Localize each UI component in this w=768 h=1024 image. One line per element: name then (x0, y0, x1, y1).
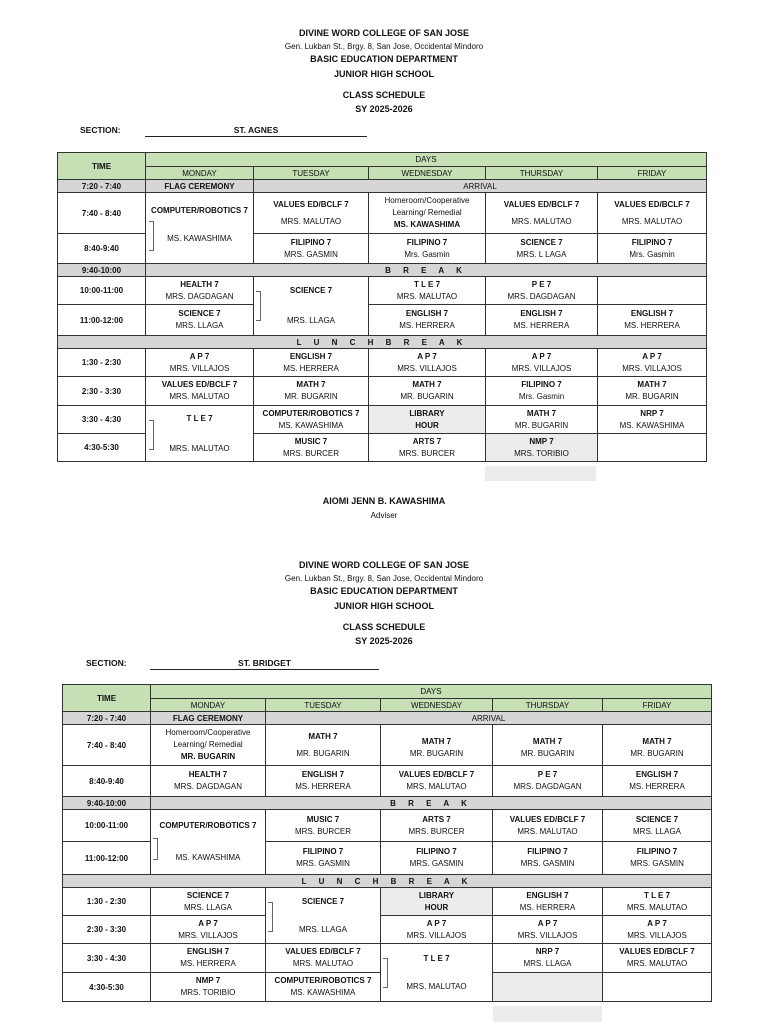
teacher: MS. HERRERA (513, 321, 570, 330)
day-monday: MONDAY (151, 699, 266, 712)
subject: P E 7 (531, 279, 552, 289)
time-cell: 4:30-5:30 (58, 434, 146, 462)
subject: HOUR (424, 902, 449, 912)
subject: T L E 7 (423, 953, 450, 963)
teacher: MRS. MALUTAO (626, 902, 688, 912)
subject: ENGLISH 7 (301, 770, 345, 779)
day-friday: FRIDAY (603, 699, 712, 712)
subject: LIBRARY (409, 408, 445, 418)
schedule-cell (486, 406, 598, 434)
schedule-cell (493, 810, 603, 842)
subject: A P 7 (537, 918, 558, 928)
day-thursday: THURSDAY (486, 167, 598, 180)
time-cell: 1:30 - 2:30 (63, 888, 151, 916)
school-address: Gen. Lukban St., Brgy. 8, San Jose, Occidental Mindoro (284, 574, 484, 583)
teacher: MRS. GASMIN (284, 249, 338, 259)
teacher: MRS. MALUTAO (406, 981, 467, 991)
schedule-cell (486, 234, 598, 264)
day-tuesday: TUESDAY (254, 167, 369, 180)
teacher: MRS. GASMIN (520, 859, 575, 868)
time-cell: 3:30 - 4:30 (63, 944, 151, 973)
time-cell: 7:20 - 7:40 (58, 180, 146, 193)
adviser-role: Adviser (370, 511, 398, 520)
teacher: MR. BUGARIN (630, 749, 684, 758)
bracket (268, 902, 273, 932)
day-wednesday: WEDNESDAY (381, 699, 493, 712)
time-header: TIME (63, 685, 151, 712)
teacher: MRS. MALUTAO (169, 443, 230, 453)
section-label: SECTION: (80, 125, 121, 135)
subject: ENGLISH 7 (520, 309, 563, 318)
schedule-cell (598, 193, 707, 234)
teacher: MRS. VILLAJOS (517, 930, 578, 940)
time-cell: 10:00-11:00 (63, 810, 151, 842)
subject: SCIENCE 7 (635, 814, 679, 824)
schedule-table (57, 152, 707, 462)
subject: MATH 7 (421, 737, 452, 746)
subject: FILIPINO 7 (521, 380, 562, 389)
subject: A P 7 (647, 918, 667, 928)
teacher: MRS. LLAGA (286, 316, 335, 325)
lunch-break-row: L U N C H B R E A K (63, 875, 712, 888)
schedule-cell (146, 193, 254, 264)
schedule-cell (254, 277, 369, 336)
teacher: MR. BUGARIN (180, 752, 236, 761)
subject: VALUES ED/BCLF 7 (614, 199, 690, 209)
school-name: DIVINE WORD COLLEGE OF SAN JOSE (298, 560, 469, 570)
teacher: MRS. LLAGA (183, 902, 232, 912)
subject: ARTS 7 (412, 436, 442, 446)
days-header: DAYS (151, 685, 712, 699)
schedule-cell (151, 944, 266, 973)
schedule-cell (146, 377, 254, 406)
schedule-cell (603, 842, 712, 875)
schedule-cell (598, 377, 707, 406)
teacher: MS. HERRERA (295, 782, 351, 791)
schedule-cell (486, 305, 598, 336)
subject: ENGLISH 7 (630, 309, 674, 318)
arrival: ARRIVAL (266, 712, 712, 725)
teacher: MRS. BURCER (294, 826, 351, 836)
subject: NRP 7 (640, 408, 664, 418)
flag-ceremony: FLAG CEREMONY (151, 712, 266, 725)
subject: SCIENCE 7 (178, 309, 221, 318)
section-value: ST. AGNES (145, 124, 367, 137)
subject: NRP 7 (535, 947, 560, 956)
teacher: MRS. MALUTAO (511, 216, 572, 226)
teacher: MRS. BURCER (282, 448, 339, 458)
subject: SCIENCE 7 (289, 286, 333, 295)
school-year: SY 2025-2026 (355, 104, 413, 114)
subject: VALUES ED/BCLF 7 (619, 947, 695, 956)
subject: FILIPINO 7 (527, 847, 568, 856)
time-cell: 7:40 - 8:40 (63, 725, 151, 766)
schedule-cell (486, 377, 598, 406)
teacher: MRS. VILLAJOS (406, 930, 467, 940)
subject: ENGLISH 7 (635, 770, 679, 779)
subject: MATH 7 (637, 380, 667, 389)
day-thursday: THURSDAY (493, 699, 603, 712)
schedule-cell (493, 766, 603, 797)
teacher: MR. BUGARIN (284, 392, 338, 401)
subject: P E 7 (537, 770, 558, 779)
subject: VALUES ED/BCLF 7 (398, 770, 475, 779)
teacher: MRS. TORIBIO (514, 448, 569, 458)
teacher: MRS. L LAGA (516, 249, 567, 259)
schedule-cell (603, 973, 712, 1002)
time-cell: 1:30 - 2:30 (58, 349, 146, 377)
subject: NMP 7 (529, 436, 554, 446)
time-cell: 2:30 - 3:30 (58, 377, 146, 406)
doc-title: CLASS SCHEDULE (342, 90, 426, 100)
subject: FILIPINO 7 (302, 847, 344, 856)
schedule-cell (266, 725, 381, 766)
schedule-cell (369, 434, 486, 462)
bracket (149, 221, 154, 251)
schedule-cell (486, 349, 598, 377)
subject: SCIENCE 7 (301, 896, 345, 906)
teacher: MS. HERRERA (629, 782, 685, 791)
schedule-cell (266, 842, 381, 875)
teacher: MRS. LLAGA (175, 321, 224, 330)
schedule-cell (381, 916, 493, 944)
schedule-cell (151, 916, 266, 944)
subject: T L E 7 (186, 413, 213, 423)
teacher: MR. BUGARIN (409, 749, 464, 758)
schedule-cell (146, 349, 254, 377)
schedule-cell (254, 349, 369, 377)
subject: LIBRARY (418, 890, 455, 900)
subject: T L E 7 (413, 279, 441, 289)
teacher: MS. KAWASHIMA (278, 420, 344, 430)
section-label: SECTION: (86, 658, 127, 668)
schedule-cell (486, 434, 598, 462)
bracket (383, 958, 388, 988)
subject: COMPUTER/ROBOTICS 7 (159, 821, 257, 830)
subject: SCIENCE 7 (186, 890, 230, 900)
schedule-cell (151, 810, 266, 875)
schedule-cell (598, 305, 707, 336)
section-value: ST. BRIDGET (150, 657, 379, 670)
schedule-cell (369, 377, 486, 406)
subject: FILIPINO 7 (636, 847, 678, 856)
subject: MATH 7 (308, 731, 338, 741)
teacher: MS. KAWASHIMA (393, 220, 461, 229)
teacher: MRS. LLAGA (298, 924, 347, 934)
schedule-cell (493, 944, 603, 973)
bracket (153, 838, 158, 860)
schedule-cell (369, 406, 486, 434)
subject: ARTS 7 (422, 814, 451, 824)
schedule-cell (254, 406, 369, 434)
teacher: MRS. TORIBIO (180, 988, 236, 997)
teacher: MS. KAWASHIMA (290, 988, 356, 997)
schedule-cell (146, 277, 254, 305)
break-row: B R E A K (151, 797, 712, 810)
schedule-cell (381, 725, 493, 766)
schedule-cell (603, 810, 712, 842)
teacher: MS. HERRERA (519, 902, 576, 912)
schedule-cell (151, 973, 266, 1002)
subject: COMPUTER/ROBOTICS 7 (151, 206, 248, 215)
lunch-break-row: L U N C H B R E A K (58, 336, 707, 349)
schedule-cell (381, 810, 493, 842)
schedule-cell (598, 277, 707, 305)
subject: VALUES ED/BCLF 7 (503, 199, 580, 209)
time-cell: 11:00-12:00 (63, 842, 151, 875)
schedule-cell (369, 277, 486, 305)
subject: VALUES ED/BCLF 7 (509, 814, 586, 824)
schedule-cell (493, 973, 603, 1002)
subject: Learning/ Remedial (392, 208, 462, 217)
schedule-cell (266, 973, 381, 1002)
schedule-cell (486, 277, 598, 305)
adviser-name: AIOMI JENN B. KAWASHIMA (322, 496, 446, 506)
subject: HOUR (415, 420, 439, 430)
schedule-cell (381, 842, 493, 875)
teacher: MRS. BURCER (408, 826, 465, 836)
schedule-cell (493, 725, 603, 766)
schedule-cell (598, 234, 707, 264)
schedule-cell (493, 842, 603, 875)
teacher: MS. KAWASHIMA (175, 853, 241, 862)
subject: MATH 7 (526, 408, 557, 418)
subject: A P 7 (417, 351, 437, 361)
schedule-cell (254, 434, 369, 462)
subject: VALUES ED/BCLF 7 (273, 199, 349, 209)
teacher: MRS. GASMIN (296, 859, 350, 868)
schedule-cell (598, 406, 707, 434)
day-wednesday: WEDNESDAY (369, 167, 486, 180)
teacher: MS. HERRERA (399, 321, 455, 330)
schedule-cell (369, 305, 486, 336)
time-cell: 8:40-9:40 (63, 766, 151, 797)
schedule-cell (254, 193, 369, 234)
teacher: MRS. MALUTAO (280, 216, 342, 226)
schedule-cell (493, 888, 603, 916)
schedule-cell (254, 377, 369, 406)
subject: COMPUTER/ROBOTICS 7 (262, 408, 360, 418)
teacher: MRS. DAGDAGAN (165, 291, 234, 301)
teacher: MRS. BURCER (398, 448, 455, 458)
schedule-cell (266, 944, 381, 973)
teacher: MRS. VILLAJOS (169, 363, 230, 373)
time-cell: 8:40-9:40 (58, 234, 146, 264)
school-name: DIVINE WORD COLLEGE OF SAN JOSE (298, 28, 469, 38)
teacher: Mrs. Gasmin (404, 249, 450, 259)
teacher: MRS. LLAGA (523, 959, 572, 968)
schedule-cell (381, 888, 493, 916)
subject: HEALTH 7 (180, 279, 219, 289)
day-monday: MONDAY (146, 167, 254, 180)
schedule-cell (369, 234, 486, 264)
department: BASIC EDUCATION DEPARTMENT (310, 586, 458, 596)
schedule-cell (266, 888, 381, 944)
schedule-cell (151, 725, 266, 766)
teacher: MR. BUGARIN (514, 420, 569, 430)
subject: FILIPINO 7 (290, 237, 332, 247)
department: BASIC EDUCATION DEPARTMENT (310, 54, 458, 64)
subject: A P 7 (189, 351, 210, 361)
time-cell: 4:30-5:30 (63, 973, 151, 1002)
schedule-cell (266, 766, 381, 797)
teacher: MS. HERRERA (624, 321, 680, 330)
schedule-cell (369, 193, 486, 234)
schedule-cell (603, 944, 712, 973)
schedule-cell (266, 810, 381, 842)
teacher: MS. KAWASHIMA (167, 234, 232, 243)
teacher: MRS. VILLAJOS (511, 363, 572, 373)
schedule-cell (146, 305, 254, 336)
schedule-cell (254, 234, 369, 264)
break-row: B R E A K (146, 264, 707, 277)
teacher: MRS. DAGDAGAN (513, 782, 582, 791)
subject: A P 7 (198, 918, 218, 928)
teacher: MS. HERRERA (283, 363, 339, 373)
subject: ENGLISH 7 (186, 947, 230, 956)
time-cell: 7:40 - 8:40 (58, 193, 146, 234)
schedule-cell (146, 406, 254, 462)
flag-ceremony: FLAG CEREMONY (146, 180, 254, 193)
days-header: DAYS (146, 153, 707, 167)
schedule-cell (598, 349, 707, 377)
subject: ENGLISH 7 (526, 890, 569, 900)
teacher: MRS. MALUTAO (406, 782, 467, 791)
subject: A P 7 (642, 351, 662, 361)
teacher: MRS. MALUTAO (626, 959, 688, 968)
schedule-cell (151, 766, 266, 797)
schedule-cell (598, 434, 707, 462)
schedule-cell (603, 916, 712, 944)
time-cell: 9:40-10:00 (58, 264, 146, 277)
schedule-cell (493, 916, 603, 944)
subject: Homeroom/Cooperative (165, 728, 251, 737)
schedule-cell (369, 349, 486, 377)
teacher: Mrs. Gasmin (518, 392, 565, 401)
teacher: MRS. DAGDAGAN (507, 291, 576, 301)
subject: MATH 7 (412, 380, 442, 389)
teacher: MR. BUGARIN (520, 749, 575, 758)
subject: MATH 7 (296, 380, 326, 389)
schedule-table (62, 684, 712, 1002)
teacher: Mrs. Gasmin (629, 249, 675, 259)
teacher: MRS. VILLAJOS (627, 930, 687, 940)
school-level: JUNIOR HIGH SCHOOL (333, 69, 434, 79)
time-cell: 3:30 - 4:30 (58, 406, 146, 434)
schedule-cell (381, 944, 493, 1002)
teacher: MRS. MALUTAO (292, 959, 354, 968)
subject: A P 7 (531, 351, 552, 361)
subject: FILIPINO 7 (416, 847, 457, 856)
day-friday: FRIDAY (598, 167, 707, 180)
subject: COMPUTER/ROBOTICS 7 (274, 976, 372, 985)
teacher: MRS. VILLAJOS (397, 363, 457, 373)
teacher: MS. HERRERA (180, 959, 236, 968)
schedule-cell (603, 766, 712, 797)
gray-fill (485, 466, 596, 481)
teacher: MR. BUGARIN (296, 748, 350, 758)
doc-title: CLASS SCHEDULE (342, 622, 426, 632)
subject: HEALTH 7 (188, 770, 228, 779)
teacher: MRS. MALUTAO (621, 216, 683, 226)
subject: A P 7 (426, 918, 447, 928)
time-header: TIME (58, 153, 146, 180)
teacher: MRS. MALUTAO (169, 392, 230, 401)
schedule-cell (603, 888, 712, 916)
subject: FILIPINO 7 (631, 237, 673, 247)
school-address: Gen. Lukban St., Brgy. 8, San Jose, Occidental Mindoro (284, 42, 484, 51)
schedule-cell (603, 725, 712, 766)
time-cell: 11:00-12:00 (58, 305, 146, 336)
subject: MATH 7 (532, 737, 563, 746)
subject: T L E 7 (643, 890, 671, 900)
subject: NMP 7 (195, 976, 221, 985)
bracket (256, 291, 261, 321)
schedule-cell (151, 888, 266, 916)
subject: VALUES ED/BCLF 7 (285, 947, 361, 956)
day-tuesday: TUESDAY (266, 699, 381, 712)
teacher: MRS. GASMIN (409, 859, 464, 868)
subject: ENGLISH 7 (405, 309, 449, 318)
teacher: MRS. GASMIN (630, 859, 684, 868)
arrival: ARRIVAL (254, 180, 707, 193)
gray-fill (493, 1006, 602, 1022)
subject: Learning/ Remedial (173, 740, 243, 749)
teacher: MRS. VILLAJOS (178, 930, 238, 940)
teacher: MR. BUGARIN (625, 392, 679, 401)
subject: MUSIC 7 (294, 436, 328, 446)
teacher: MRS. DAGDAGAN (173, 782, 242, 791)
bracket (149, 420, 154, 450)
time-cell: 7:20 - 7:40 (63, 712, 151, 725)
subject: MATH 7 (642, 737, 672, 746)
schedule-cell (381, 766, 493, 797)
teacher: MRS. MALUTAO (517, 826, 578, 836)
schedule-cell (486, 193, 598, 234)
teacher: MS. KAWASHIMA (619, 420, 685, 430)
school-level: JUNIOR HIGH SCHOOL (333, 601, 434, 611)
time-cell: 2:30 - 3:30 (63, 916, 151, 944)
subject: Homeroom/Cooperative (384, 196, 470, 205)
teacher: MRS. VILLAJOS (622, 363, 682, 373)
teacher: MR. BUGARIN (400, 392, 454, 401)
subject: VALUES ED/BCLF 7 (161, 380, 238, 389)
subject: FILIPINO 7 (406, 237, 448, 247)
subject: MUSIC 7 (306, 814, 340, 824)
subject: SCIENCE 7 (520, 237, 563, 247)
teacher: MRS. MALUTAO (396, 291, 458, 301)
time-cell: 9:40-10:00 (63, 797, 151, 810)
time-cell: 10:00-11:00 (58, 277, 146, 305)
teacher: MRS. LLAGA (633, 826, 682, 836)
school-year: SY 2025-2026 (355, 636, 413, 646)
subject: ENGLISH 7 (289, 351, 333, 361)
